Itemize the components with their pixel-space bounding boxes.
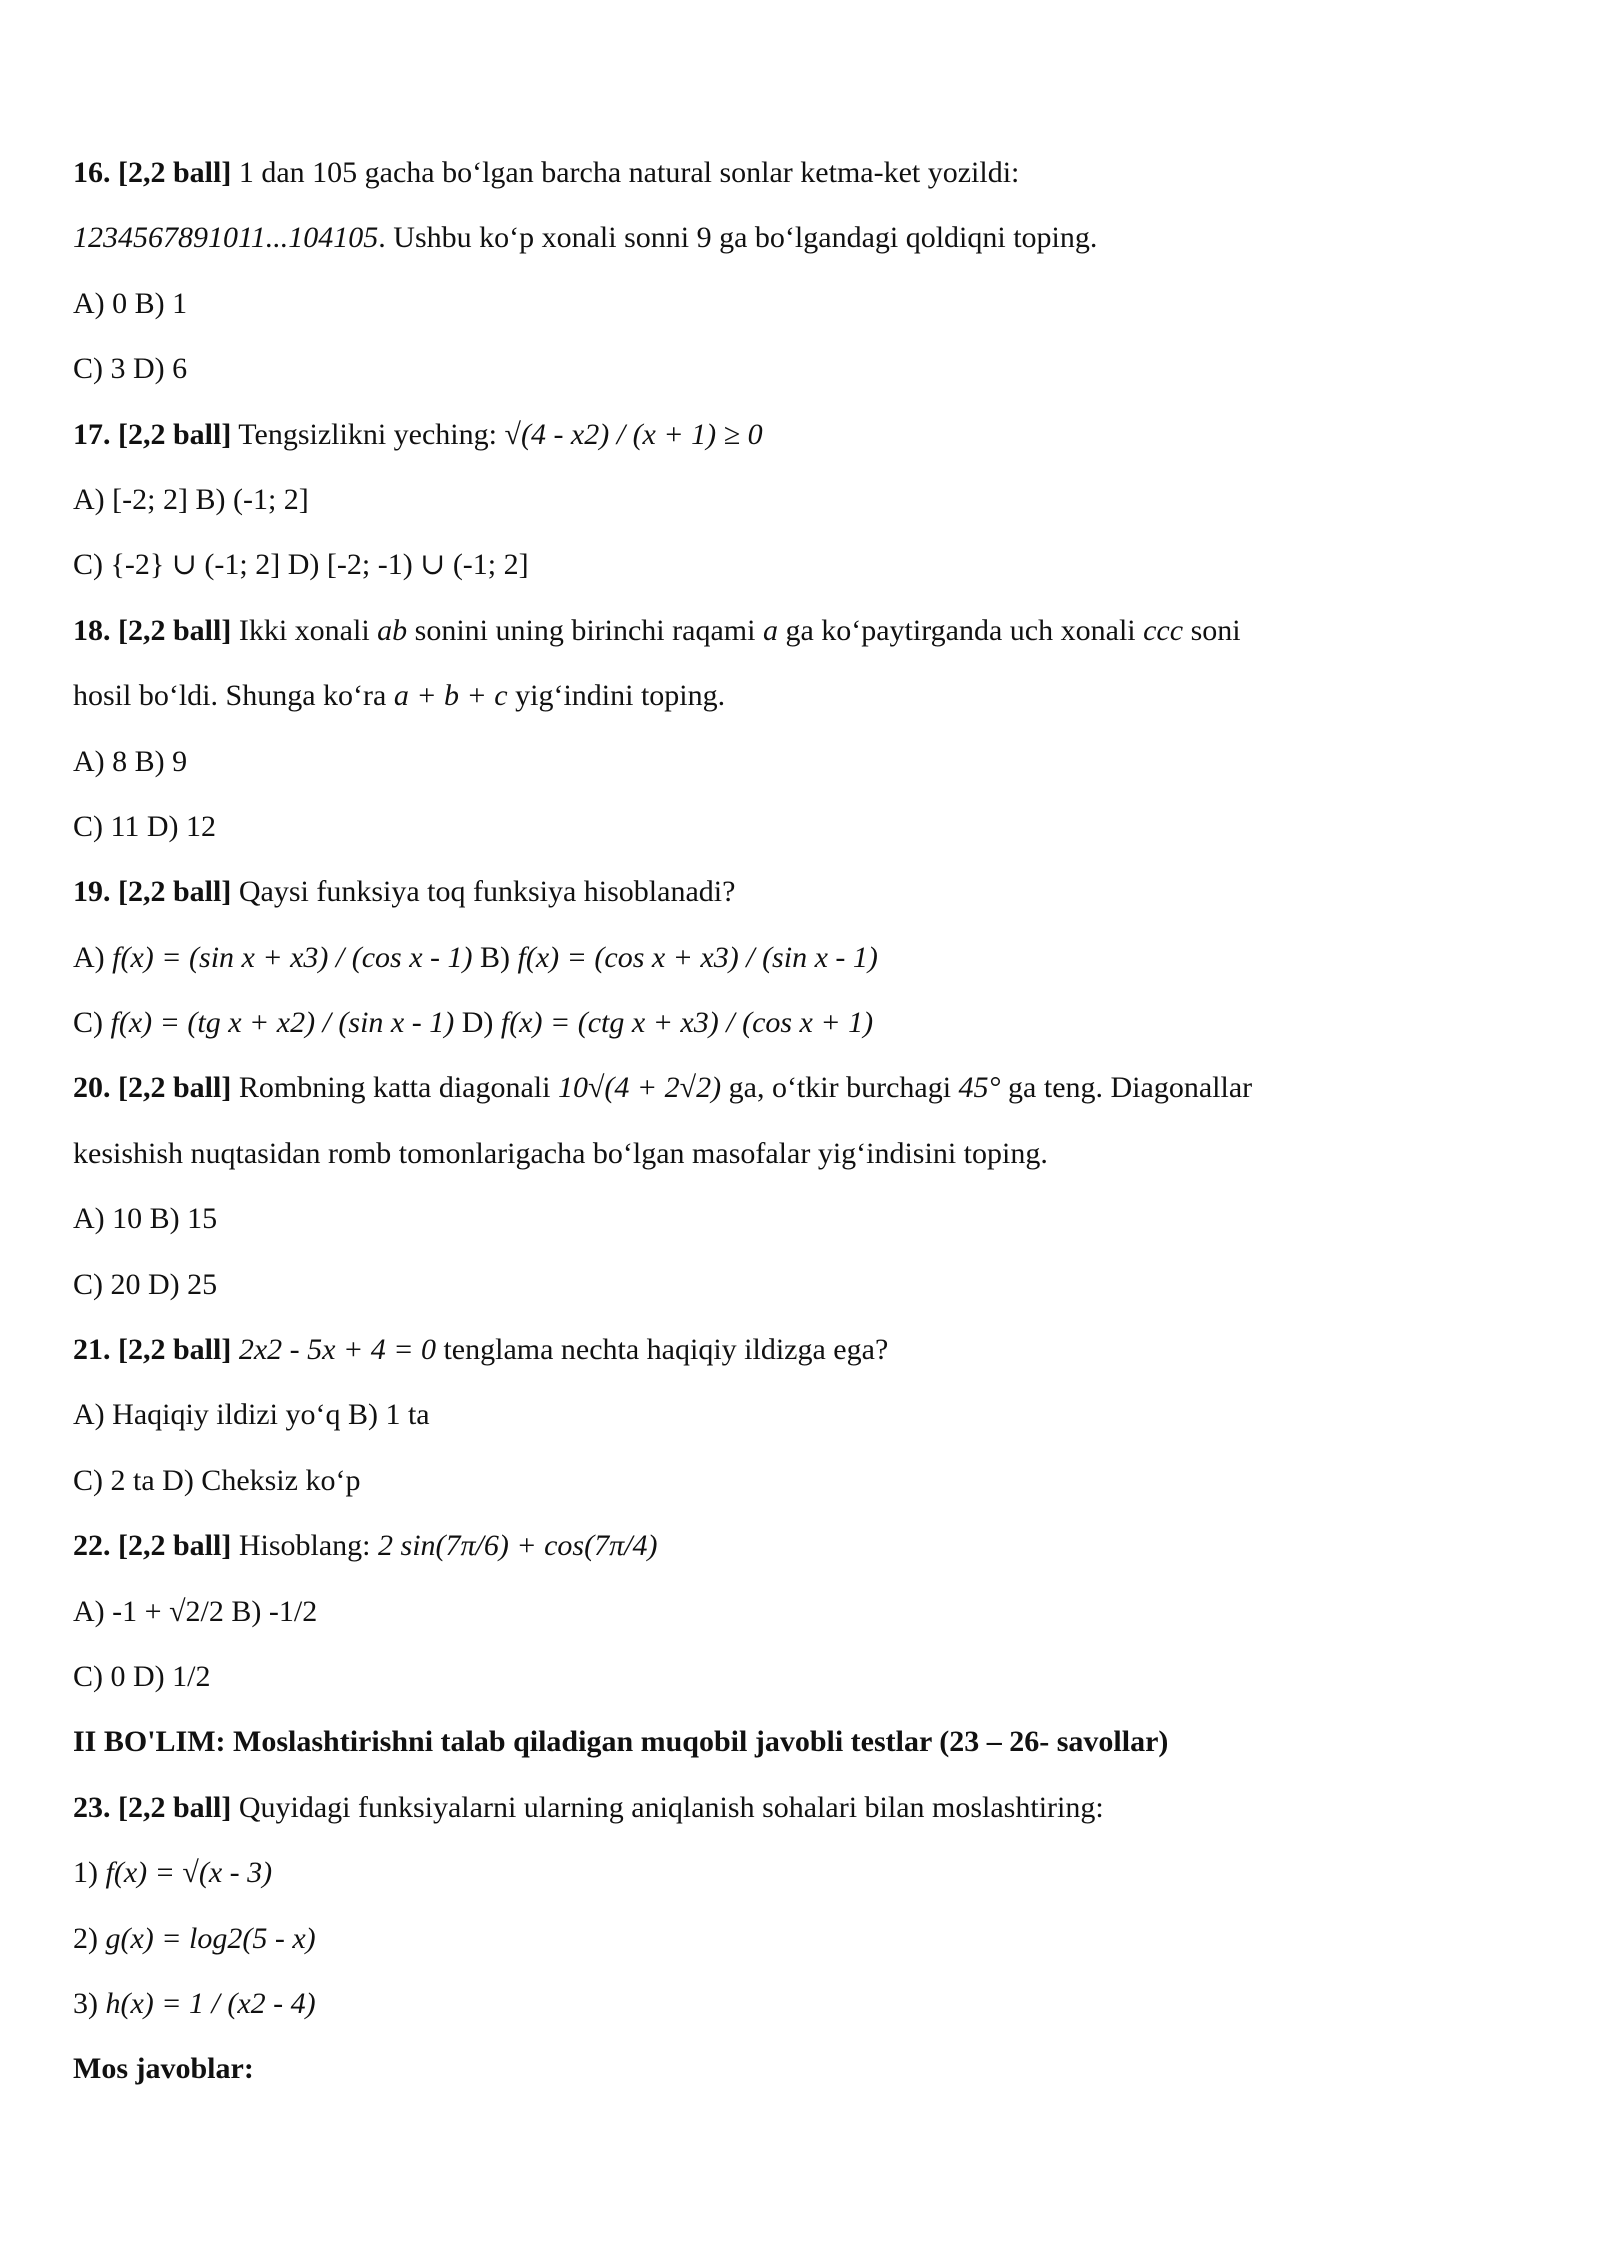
text-span: C) 11 D) 12 [73,809,217,843]
text-span: A) [73,940,113,974]
text-line [73,998,1527,1063]
text-line [73,1521,1527,1586]
math-expression: 10√(4 + 2√2) [557,1071,722,1105]
math-expression: √(4 - x2) / (x + 1) ≥ 0 [504,417,763,451]
text-line [73,737,1527,802]
bold-text: II BO'LIM: Moslashtirishni talab qiladigan muqobil javobli testlar (23 – 26- savollar) [73,1725,1169,1759]
math-expression: 45° [958,1071,1001,1105]
text-line [73,606,1527,671]
text-span: C) 2 ta D) Cheksiz ko‘p [73,1463,361,1497]
text-line [73,1652,1527,1717]
text-span: hosil bo‘ldi. Shunga ko‘ra [73,679,394,713]
text-line [73,933,1527,998]
math-expression: f(x) = √(x - 3) [105,1856,273,1890]
math-expression: f(x) = (cos x + x3) / (sin x - 1) [517,940,878,974]
text-line [73,540,1527,605]
text-span: ga ko‘paytirganda uch xonali [777,613,1144,647]
bold-text: Mos javoblar: [73,2052,254,2086]
math-expression: g(x) = log2(5 - x) [105,1921,316,1955]
bold-text: 19. [2,2 ball] [73,875,232,909]
text-span: tenglama nechta haqiqiy ildizga ega? [435,1333,889,1367]
text-line [73,1390,1527,1455]
text-span: A) 0 B) 1 [73,286,188,320]
text-span: Tengsizlikni yeching: [231,417,505,451]
text-span: A) Haqiqiy ildizi yo‘q B) 1 ta [73,1398,430,1432]
text-span: soni [1183,613,1241,647]
text-line [73,1717,1527,1782]
text-line [73,344,1527,409]
text-span: 3) [73,1986,106,2020]
text-line [73,1587,1527,1652]
text-line [73,1456,1527,1521]
math-expression: a + b + c [393,679,508,713]
text-line [73,1129,1527,1194]
bold-text: 20. [2,2 ball] [73,1071,232,1105]
text-line [73,1194,1527,1259]
text-span: Quyidagi funksiyalarni ularning aniqlanish sohalari bilan moslashtiring: [231,1790,1104,1824]
text-line [73,213,1527,278]
text-line [73,1325,1527,1390]
text-span: yig‘indini toping. [507,679,726,713]
text-line [73,410,1527,475]
text-line [73,1848,1527,1913]
text-span: ga, o‘tkir burchagi [721,1071,959,1105]
text-line [73,1260,1527,1325]
text-span: C) 0 D) 1/2 [73,1659,211,1693]
text-span: C) 20 D) 25 [73,1267,218,1301]
text-span: C) [73,1006,111,1040]
math-expression: a [762,613,778,647]
math-expression: f(x) = (sin x + x3) / (cos x - 1) [112,940,473,974]
text-line [73,2044,1527,2109]
text-span: 1) [73,1856,106,1890]
text-span: Hisoblang: [231,1529,379,1563]
math-expression: f(x) = (tg x + x2) / (sin x - 1) [110,1006,455,1040]
text-line [73,867,1527,932]
text-span: B) [472,940,518,974]
math-expression: ccc [1143,613,1184,647]
math-expression: 1234567891011...104105 [73,221,379,255]
bold-text: 21. [2,2 ball] [73,1333,232,1367]
text-line [73,802,1527,867]
bold-text: 17. [2,2 ball] [73,417,232,451]
text-span: D) [454,1006,501,1040]
text-span: A) [-2; 2] B) (-1; 2] [73,482,309,516]
text-span: Rombning katta diagonali [231,1071,558,1105]
text-line [73,671,1527,736]
text-line [73,1783,1527,1848]
math-expression: 2 sin(7π/6) + cos(7π/4) [378,1529,658,1563]
text-span: A) 8 B) 9 [73,744,188,778]
text-span: Qaysi funksiya toq funksiya hisoblanadi? [231,875,736,909]
text-span: C) 3 D) 6 [73,352,188,386]
text-span: Ikki xonali [231,613,378,647]
text-span: sonini uning birinchi raqami [407,613,763,647]
text-span: A) -1 + √2/2 B) -1/2 [73,1594,318,1628]
math-expression: ab [377,613,408,647]
bold-text: 18. [2,2 ball] [73,613,232,647]
math-expression: h(x) = 1 / (x2 - 4) [105,1986,316,2020]
text-line [73,1063,1527,1128]
text-span: C) {-2} ∪ (-1; 2] D) [-2; -1) ∪ (-1; 2] [73,548,529,582]
bold-text: 22. [2,2 ball] [73,1529,232,1563]
text-span: kesishish nuqtasidan romb tomonlarigacha bo‘lgan masofalar yig‘indisini toping. [73,1136,1048,1170]
math-expression: 2x2 - 5x + 4 = 0 [238,1333,436,1367]
text-span: 2) [73,1921,106,1955]
text-span: . Ushbu ko‘p xonali sonni 9 ga bo‘lgandagi qoldiqni toping. [378,221,1098,255]
text-span: A) 10 B) 15 [73,1202,218,1236]
bold-text: 23. [2,2 ball] [73,1790,232,1824]
text-line [73,475,1527,540]
text-line [73,1979,1527,2044]
bold-text: 16. [2,2 ball] [73,156,232,189]
text-span: ga teng. Diagonallar [1000,1071,1253,1105]
math-expression: f(x) = (ctg x + x3) / (cos x + 1) [500,1006,874,1040]
text-span: 1 dan 105 gacha bo‘lgan barcha natural sonlar ketma-ket yozildi: [231,156,1020,189]
text-line [73,1914,1527,1979]
text-line [73,279,1527,344]
text-line [73,148,1527,213]
text-span [231,1333,239,1366]
